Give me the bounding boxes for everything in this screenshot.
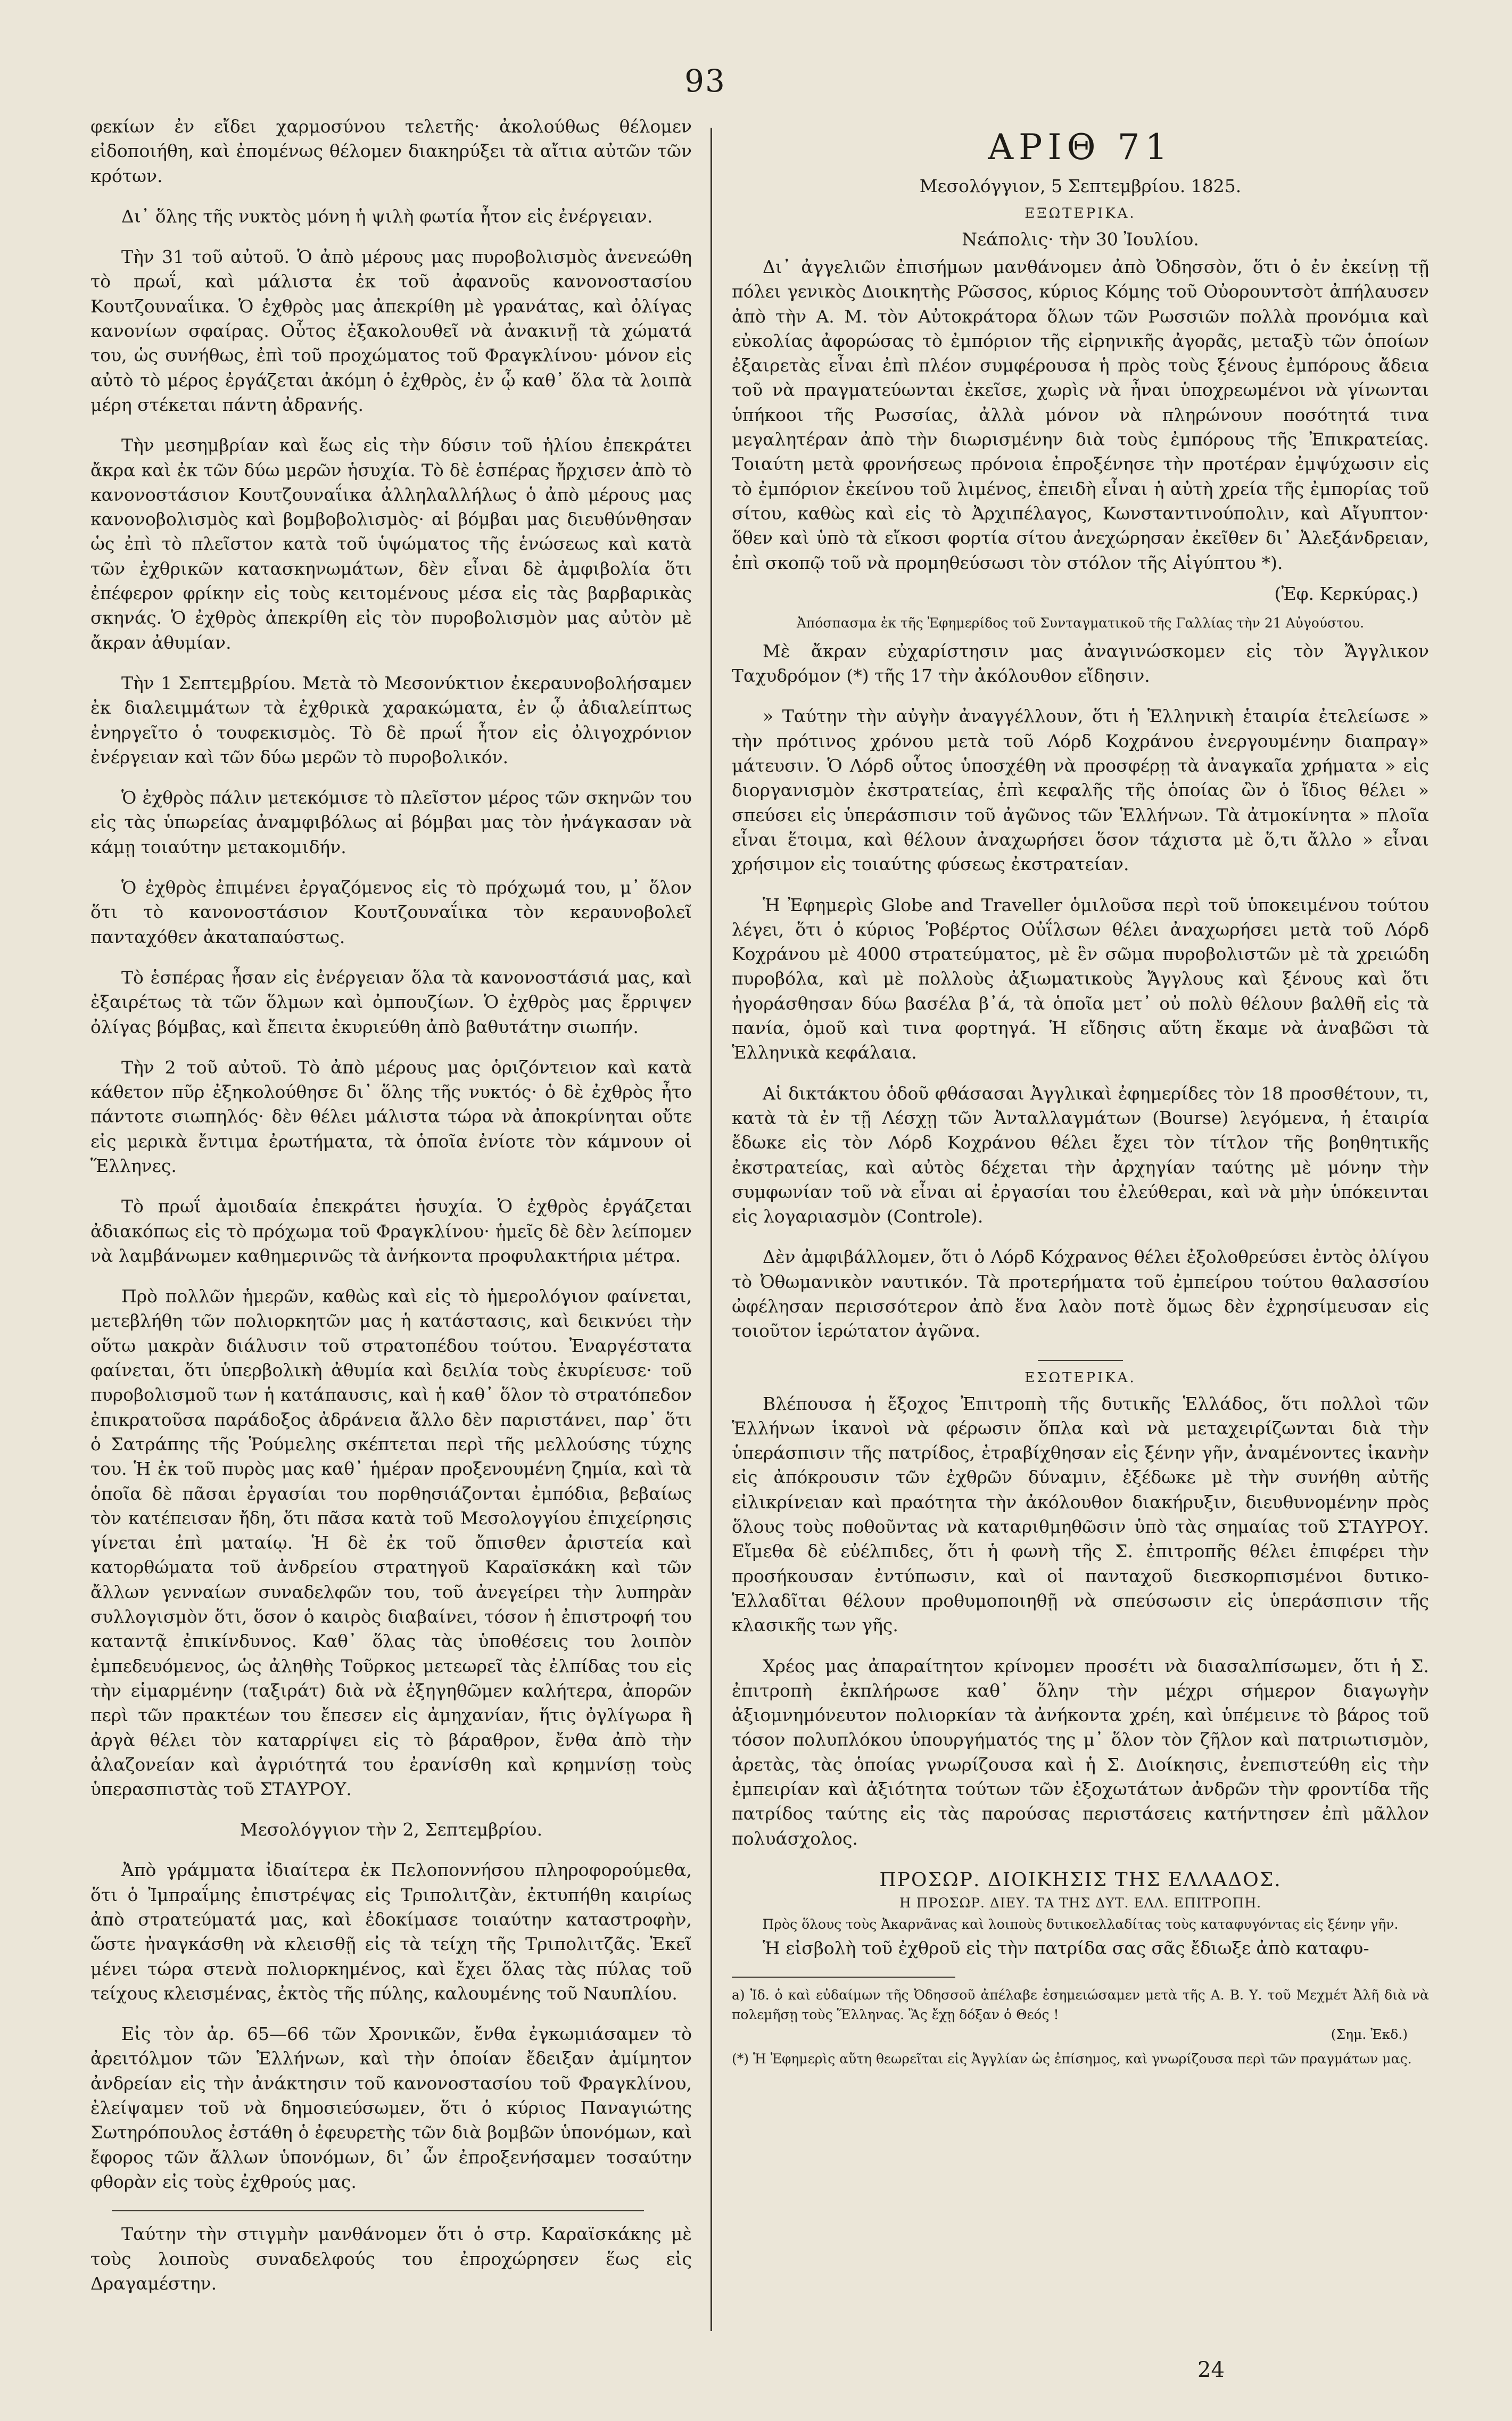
section-heading-external: ΕΞΩΤΕΡΙΚΑ.: [1024, 205, 1136, 221]
right-paragraph-1: Μὲ ἄκραν εὐχαρίστησιν μας ἀναγινώσκομεν εἰς τὸν Ἄγγλικον Ταχυδρόμον (*) τῆς 17 τὴν ἀκόλουθον εἴδησιν.: [732, 640, 1429, 687]
column-divider: [710, 128, 712, 2331]
left-bottom-rule: [112, 2210, 644, 2211]
right-paragraph-3: Ἡ Ἐφημερὶς Globe and Traveller ὁμιλοῦσα περὶ τοῦ ὑποκειμένου τούτου λέγει, ὅτι ὁ κύριος Ῥοβέρτος Οὐΐλσων θέλει ἀναχωρήσει μετὰ τοῦ Λόρδ Κοχράνου μὲ 4000 στρατεύματος, μὲ ἓν σῶμα πυροβολιστῶν μὲ τὰ χρειώδη πυροβόλα, καὶ μὲ πολλοὺς ἀξιωματικοὺς Ἄγγλους καὶ ξένους καὶ ὅτι ἠγοράσθησαν δύω βασέλα β᾽ά, τὰ ὁποῖα μετ᾽ οὐ πολὺ θέλουν βαλθῆ εἰς τὰ πανία, ὁμοῦ καὶ τινα φορτηγά. Ἡ εἴδησις αὕτη ἔκαμε νὰ ἀναβῶσι τὰ Ἑλληνικὰ κεφάλαια.: [732, 894, 1429, 1063]
issue-dateline: Μεσολόγγιον, 5 Σεπτεμβρίου. 1825.: [919, 176, 1242, 196]
left-paragraph-2: Δι᾽ ὅλης τῆς νυκτὸς μόνη ἡ ψιλὴ φωτία ἦτον εἰς ἐνέργειαν.: [121, 205, 653, 227]
admin-heading: ΠΡΟΣΩΡ. ΔΙΟΙΚΗΣΙΣ ΤΗΣ ΕΛΛΑΔΟΣ.: [879, 1869, 1282, 1891]
left-paragraph-9: Τὴν 2 τοῦ αὐτοῦ. Τὸ ἀπὸ μέρους μας ὁριζόντειον καὶ κατὰ κάθετον πῦρ ἐξηκολούθησε δι᾽ ὅλης τῆς νυκτός· ὁ δὲ ἐχθρὸς ἦτο πάντοτε σιωπηλός· δὲν θέλει μάλιστα τώρα νὰ ἀποκρίνηται οὔτε εἰς μερικὰ ἔντιμα ἐρωτήματα, τὰ ὁποῖα ἐνίοτε τὸν κάμνουν οἱ Ἕλληνες.: [90, 1056, 692, 1176]
left-paragraph-3: Τὴν 31 τοῦ αὐτοῦ. Ὁ ἀπὸ μέρους μας πυροβολισμὸς ἀνενεώθη τὸ πρωΐ, καὶ μάλιστα ἐκ τοῦ ἀφανοῦς κανονοστασίου Κουτζουναΐικα. Ὁ ἐχθρὸς μας ἀπεκρίθη μὲ γρανάτας, καὶ ὀλίγας κανονίων σφαίρας. Οὗτος ἐξακολουθεῖ νὰ ἀνακινῇ τὰ χώματά του, ὡς συνήθως, ἐπὶ τοῦ προχώματος τοῦ Φραγκλίνου· μόνον εἰς αὐτὸ τὸ μέρος ἐργάζεται ἀκόμη ὁ ἐχθρὸς, ἐν ᾧ καθ᾽ ὅλα τὰ λοιπὰ μέρη στέκεται πάντη ἀδρανής.: [90, 246, 692, 415]
admin-subheading: Η ΠΡΟΣΩΡ. ΔΙΕΥ. ΤΑ ΤΗΣ ΔΥΤ. ΕΛΛ. ΕΠΙΤΡΟΠΗ.: [899, 1895, 1262, 1911]
left-paragraph-7: Ὁ ἐχθρὸς ἐπιμένει ἐργαζόμενος εἰς τὸ πρόχωμά του, μ᾽ ὅλον ὅτι τὸ κανονοστάσιον Κουτζουναΐικα τὸν κεραυνοβολεῖ πανταχόθεν ἀκαταπαύστως.: [90, 877, 692, 947]
left-paragraph-12: Ἀπὸ γράμματα ἰδιαίτερα ἐκ Πελοποννήσου πληροφορούμεθα, ὅτι ὁ Ἰμπραΐμης ἐπιστρέψας εἰς Τριπολιτζὰν, ἐκτυπήθη καιρίως ἀπὸ στρατεύματά μας, καὶ ἐδοκίμασε τοιαύτην καταστροφὴν, ὥστε ἠναγκάσθη νὰ κλεισθῇ εἰς τὰ τείχη τῆς Τριπολιτζᾶς. Ἐκεῖ μένει τώρα στενὰ πολιορκημένος, καὶ ἔχει ὅλας τὰς πύλας τοῦ τείχους κλεισμένας, ἐκτὸς τῆς πύλης, καλουμένης τοῦ Ναυπλίου.: [90, 1860, 692, 2004]
left-column: [90, 114, 692, 2398]
left-paragraph-5: Τὴν 1 Σεπτεμβρίου. Μετὰ τὸ Μεσονύκτιον ἐκεραυνοβολήσαμεν ἐκ διαλειμμάτων τὰ ἐχθρικὰ χαρακώματα, ἐν ᾧ ἀδιαλείπτως ἐνηργεῖτο ὁ τουφεκισμὸς. Τὸ δὲ πρωΐ ἦτον εἰς ὀλιγοχρόνιον ἐνέργειαν καὶ τῶν δύω μερῶν τὸ πυροβολικόν.: [90, 672, 692, 767]
right-paragraph-4: Αἱ δικτάκτου ὁδοῦ φθάσασαι Ἀγγλικαὶ ἐφημερίδες τὸν 18 προσθέτουν, τι, κατὰ τὰ ἐν τῇ Λέσχῃ τῶν Ἀνταλλαγμάτων (Bourse) λεγόμενα, ἡ ἑταιρία ἔδωκε εἰς τὸν Λόρδ Κοχράνου θέλει ἔχει τὸν τίτλον τῆς βοηθητικῆς ἐκστρατείας, καὶ αὐτὸς δέχεται τὴν ἀρχηγίαν ταύτης μὲ μόνην τὴν συμφωνίαν τοῦ νὰ εἶναι αἱ ἐργασίαι του ἐλεύθεραι, καὶ νὰ μὴν ὑπόκεινται εἰς λογαριασμὸν (Controle).: [732, 1083, 1429, 1227]
left-paragraph-1: φεκίων ἐν εἴδει χαρμοσύνου τελετῆς· ἀκολούθως θέλομεν εἰδοποιήθη, καὶ ἐπομένως θέλομεν διακηρύξει τὰ αἴτια αὐτῶν τῶν κρότων.: [90, 116, 692, 186]
naples-dateline: Νεάπολις· τὴν 30 Ἰουλίου.: [962, 229, 1199, 250]
left-paragraph-4: Τὴν μεσημβρίαν καὶ ἕως εἰς τὴν δύσιν τοῦ ἡλίου ἐπεκράτει ἄκρα καὶ ἐκ τῶν δύω μερῶν ἡσυχία. Τὸ δὲ ἑσπέρας ἤρχισεν ἀπὸ τὸ κανονοστάσιον Κουτζουναΐικα ἀλληλαλλήλως ὁ ἀπὸ μέρους μας κανονοβολισμὸς καὶ βομβοβολισμὸς· αἱ βόμβαι μας διευθύνθησαν ὡς ἐπὶ τὸ πλεῖστον κατὰ τοῦ ὑψώματος τῆς ἑνώσεως καὶ κατὰ τῶν ἐχθρικῶν κατασκηνωμάτων, δὲν εἶναι δὲ ἀμφιβολία ὅτι ἐπέφερον φρίκην εἰς τοὺς κειτομένους μέσα εἰς τὰς βαρβαρικὰς σκηνάς. Ὁ ἐχθρὸς ἀπεκρίθη εἰς τὸν πυροβολισμὸν μας αὐτὸν μὲ ἄκραν ἀθυμίαν.: [90, 435, 692, 653]
page-number: 93: [684, 63, 726, 99]
left-paragraph-8: Τὸ ἑσπέρας ἦσαν εἰς ἐνέργειαν ὅλα τὰ κανονοστάσιά μας, καὶ ἐξαιρέτως τὰ τῶν ὅλμων καὶ ὀμπουζίων. Ὁ ἐχθρὸς μας ἔρριψεν ὀλίγας βόμβας, καὶ ἔπειτα ἐκυριεύθη ἀπὸ βαθυτάτην σιωπήν.: [90, 966, 692, 1037]
proclamation-opening: Ἡ εἰσβολὴ τοῦ ἐχθροῦ εἰς τὴν πατρίδα σας σᾶς ἔδιωξε ἀπὸ καταφυ-: [763, 1937, 1369, 1959]
section-rule: [1038, 1360, 1123, 1361]
signature-mark: 24: [1197, 2358, 1225, 2382]
left-paragraph-13: Εἰς τὸν ἀρ. 65—66 τῶν Χρονικῶν, ἔνθα ἐγκωμιάσαμεν τὸ ἀρειτόλμον τῶν Ἑλλήνων, καὶ τὴν ὁποίαν ἔδειξαν ἀμίμητον ἀνδρείαν εἰς τὴν ἀνάκτησιν τοῦ κανονοστασίου τοῦ Φραγκλίνου, ἐλείψαμεν τοῦ νὰ δημοσιεύσωμεν, ὅτι ὁ κύριος Παναγιώτης Σωτηρόπουλος ἐστάθη ὁ ἐφευρετὴς τῶν διὰ βομβῶν ὑπονόμων, καὶ ἔφορος τῶν ἄλλων ὑπονόμων, δι᾽ ὧν ἐπροξενήσαμεν τοσαύτην φθορὰν εἰς τοὺς ἐχθρούς μας.: [90, 2023, 692, 2192]
issue-title: ΑΡΙΘ 71: [988, 127, 1173, 168]
footnote-a-attribution: (Σημ. Ἐκδ.): [1331, 2027, 1408, 2043]
footnote-rule: [732, 1977, 955, 1978]
left-dateline: Μεσολόγγιον τὴν 2, Σεπτεμβρίου.: [239, 1819, 543, 1840]
left-paragraph-10: Τὸ πρωΐ ἀμοιδαία ἐπεκράτει ἡσυχία. Ὁ ἐχθρὸς ἐργάζεται ἀδιακόπως εἰς τὸ πρόχωμα τοῦ Φραγκλίνου· ἡμεῖς δὲ δὲν λείπομεν νὰ λαμβάνωμεν καθημερινῶς τὰ ἀνήκοντα προφυλακτήρια μέτρα.: [90, 1196, 692, 1266]
right-paragraph-2: » Ταύτην τὴν αὐγὴν ἀναγγέλλουν, ὅτι ἡ Ἑλληνικὴ ἑταιρία ἐτελείωσε » τὴν πρότινος χρόνου μετὰ τοῦ Λόρδ Κοχράνου ἐνεργουμένην διαπραγ» μάτευσιν. Ὁ Λόρδ οὗτος ὑποσχέθη νὰ προσφέρῃ τὰ ἀναγκαῖα χρήματα » εἰς διοργανισμὸν ἐκστρατείας, ἐπὶ κεφαλῆς τῆς ὁποίας ὢν ὁ ἴδιος θέλει » σπεύσει εἰς ὑπεράσπισιν τοῦ ἀγῶνος τῶν Ἑλλήνων. Τὰ ἀτμοκίνητα » πλοῖα εἶναι ἕτοιμα, καὶ θέλουν ἀναχωρήσει ὅσον τάχιστα μὲ ὅ,τι ἄλλο » εἶναι χρήσιμον εἰς τοιαύτης φύσεως ἐκστρατείαν.: [732, 706, 1429, 875]
french-note: Ἀπόσπασμα ἐκ τῆς Ἐφημερίδος τοῦ Συνταγματικοῦ τῆς Γαλλίας τὴν 21 Αὐγούστου.: [796, 615, 1365, 631]
section-heading-internal: ΕΣΩΤΕΡΙΚΑ.: [1024, 1369, 1136, 1386]
proclamation-addressee: Πρὸς ὅλους τοὺς Ἀκαρνᾶνας καὶ λοιποὺς δυτικοελλαδίτας τοὺς καταφυγόντας εἰς ξένην γῆν.: [762, 1916, 1399, 1932]
naples-paragraph: Δι᾽ ἀγγελιῶν ἐπισήμων μανθάνομεν ἀπὸ Ὀδησσὸν, ὅτι ὁ ἐν ἐκείνῃ τῇ πόλει γενικὸς Διοικητὴς Ρῶσσος, κύριος Κόμης τοῦ Οὐορουντσὸτ ἀπήλαυσεν ἀπὸ τὴν Α. Μ. τὸν Αὐτοκράτορα ὅλων τῶν Ρωσσιῶν πολλὰ προνόμια καὶ εὐκολίας ἀφορώσας τὸ ἐμπόριον τῆς εἰρηνικῆς ἀγορᾶς, μεταξὺ τῶν ὁποίων ἐξαιρετὰς εἶναι ἐπὶ πλέον συμφέρουσα ἡ πρὸς τοὺς ξένους ἐμπόρους ἄδεια τοῦ νὰ πραγματεύωνται ἐκεῖσε, χωρὶς νὰ ἦναι ὑποχρεωμένοι νὰ γίνωνται ὑπήκοοι τῆς Ρωσσίας, ἀλλὰ μόνον νὰ πληρώνουν ποσότητά τινα μεγαλητέραν ἀπὸ τὴν διωρισμένην διὰ τοὺς ἐμπόρους τῆς Ἐπικρατείας. Τοιαύτη μετὰ φρονήσεως πρόνοια ἐπροξένησε τὴν προτέραν ἐμψύχωσιν εἰς τὸ ἐμπόριον ἐκείνου τοῦ λιμένος, ἐπειδὴ εἶναι ἡ αὐτὴ χρεία τῆς ἐμπορίας τοῦ σίτου, καθὼς καὶ εἰς τὸ Ἀρχιπέλαγος, Κωνσταντινούπολιν, καὶ Αἴγυπτον· ὅθεν καὶ ὑπὸ τὰ εἴκοσι φορτία σίτου ἀνεχώρησαν ἐκεῖθεν δι᾽ Ἀλεξάνδρειαν, ἐπὶ σκοπῷ τοῦ νὰ προμηθεύσωσι τὸν στόλον τῆς Αἰγύπτου *).: [732, 257, 1429, 573]
right-column: [732, 114, 1429, 2398]
left-paragraph-6: Ὁ ἐχθρὸς πάλιν μετεκόμισε τὸ πλεῖστον μέρος τῶν σκηνῶν του εἰς τὰς ὑπωρείας ἀναμφιβόλως αἱ βόμβαι μας τὸν ἠνάγκασαν νὰ κάμῃ τοιαύτην μετακομιδήν.: [90, 787, 692, 857]
naples-source: (Ἐφ. Κερκύρας.): [1274, 583, 1418, 604]
footnote-star: (*) Ἡ Ἐφημερὶς αὕτη θεωρεῖται εἰς Ἀγγλίαν ὡς ἐπίσημος, καὶ γνωρίζουσα περὶ τῶν πραγμάτων μας.: [732, 2051, 1412, 2067]
footnote-a: a) Ἰδ. ὁ καὶ εὐδαίμων τῆς Ὀδησσοῦ ἀπέλαβε ἐσημειώσαμεν μετὰ τῆς Α. Β. Υ. τοῦ Μεχμέτ Ἀλῆ διὰ νὰ πολεμῆσῃ τοὺς Ἕλληνας. Ἂς ἔχῃ δόξαν ὁ Θεός !: [732, 1987, 1429, 2023]
internal-paragraph-2: Χρέος μας ἀπαραίτητον κρίνομεν προσέτι νὰ διασαλπίσωμεν, ὅτι ἡ Σ. ἐπιτροπὴ ἐκπλήρωσε καθ᾽ ὅλην τὴν μέχρι σήμερον διαγωγὴν ἀξιομνημόνευτον πολιορκίαν τὰ ἀνήκοντα χρέη, καὶ ὑπέμεινε τὸ βάρος τοῦ τόσον πολυπλόκου ὑπουργήματός της μ᾽ ὅλον τὸν ζῆλον καὶ πατριωτισμὸν, ἀρετὰς, τὰς ὁποίας γνωρίζουσα καὶ ἡ Σ. Διοίκησις, ἐνεπιστεύθη εἰς τὴν ἐμπειρίαν καὶ ἀξιότητα τούτων τῶν ἐξοχωτάτων ἀνδρῶν τὴν φροντίδα τῆς πατρίδος ταύτης εἰς τὰς παρούσας περιστάσεις κατήντησεν ἐπὶ μᾶλλον πολυάσχολος.: [732, 1655, 1429, 1849]
left-closing-paragraph: Ταύτην τὴν στιγμὴν μανθάνομεν ὅτι ὁ στρ. Καραϊσκάκης μὲ τοὺς λοιποὺς συναδελφούς του ἐπροχώρησεν ἕως εἰς Δραγαμέστην.: [90, 2224, 692, 2294]
internal-paragraph-1: Βλέπουσα ἡ ἔξοχος Ἐπιτροπὴ τῆς δυτικῆς Ἑλλάδος, ὅτι πολλοὶ τῶν Ἑλλήνων ἱκανοὶ νὰ φέρωσιν ὅπλα καὶ νὰ μεταχειρίζωνται διὰ τὴν ὑπεράσπισιν τῆς πατρίδος, ἐτραβίχθησαν εἰς ξένην γῆν, ἀναμένοντες ἱκανὴν εἰς ἀπόκρουσιν τῶν ἐχθρῶν δύναμιν, ἐξέδωκε μὲ τὴν συνήθη αὐτῆς εἰλικρίνειαν καὶ πραότητα τὴν ἀκόλουθον διακήρυξιν, διευθυνομένην πρὸς ὅλους τοὺς ποθοῦντας νὰ καταριθμηθῶσιν ὑπὸ τὰς σημαίας τοῦ ΣΤΑΥΡΟΥ. Εἴμεθα δὲ εὐέλπιδες, ὅτι ἡ φωνὴ τῆς Σ. ἐπιτροπῆς θέλει ἐπιφέρει τὴν προσήκουσαν ἐντύπωσιν, καὶ οἱ πανταχοῦ διεσκορπισμένοι δυτικο-Ἑλλαδῖται θέλουν προθυμοποιηθῇ νὰ σπεύσωσιν εἰς ὑπεράσπισιν τῆς κλασικῆς των γῆς.: [732, 1393, 1429, 1636]
left-paragraph-11: Πρὸ πολλῶν ἡμερῶν, καθὼς καὶ εἰς τὸ ἡμερολόγιον φαίνεται, μετεβλήθη τῶν πολιορκητῶν μας ἡ κατάστασις, καὶ δεικνύει τὴν οὕτω μακρὰν διάλυσιν τοῦ στρατοπέδου τούτου. Ἐναργέστατα φαίνεται, ὅτι ὑπερβολικὴ ἀθυμία καὶ δειλία τοὺς ἐκυρίευσε· τοῦ πυροβολισμοῦ των ἡ κατάπαυσις, καὶ ἡ καθ᾽ ὅλον τὸ στρατόπεδον ἐπικρατοῦσα παράδοξος ἀδράνεια ἄλλο δὲν παριστάνει, παρ᾽ ὅτι ὁ Σατράπης τῆς Ῥούμελης σκέπτεται περὶ τῆς μελλούσης τύχης του. Ἡ ἐκ τοῦ πυρὸς μας καθ᾽ ἡμέραν προξενουμένη ζημία, καὶ τὰ ὁποῖα δὲ πᾶσαι ἐργασίαι του πορθησιάζονται ἐμπόδια, βεβαίως τὸν κατέπεισαν ἤδη, ὅτι πᾶσα κατὰ τοῦ Μεσολογγίου ἐπιχείρησις γίνεται ἐπὶ ματαίῳ. Ἡ δὲ ἐκ τοῦ ὄπισθεν ἀριστεία καὶ κατορθώματα τοῦ ἀνδρείου στρατηγοῦ Καραϊσκάκη καὶ τῶν ἄλλων γενναίων συναδελφῶν του, τοῦ ἀνεγείρει τὴν λυπηρὰν συλλογισμὸν ὅτι, ὅσον ὁ καιρὸς διαβαίνει, τόσον ἡ ἐπιστροφή του καταντᾷ ἐπικίνδυνος. Καθ᾽ ὅλας τὰς ὑποθέσεις του λοιπὸν ἐμπεδευόμενος, ὡς ἀληθὴς Τοῦρκος μετεωρεῖ τὰς ἐλπίδας του εἰς τὴν εἱμαρμένην (ταξιράτ) διὰ νὰ ἐξηγηθῶμεν καλήτερα, ἀπορῶν περὶ τῶν πρακτέων του ἔπεσεν εἰς ἀμηχανίαν, ἥτις ὀγλίγωρα ἢ ἀργὰ θέλει τὸν καταρρίψει εἰς τὸ βάραθρον, ἔνθα ἀπὸ τὴν ἀλαζονείαν καὶ ἀγριότητά του ἐρανίσθη καὶ κρημνίσῃ τοὺς ὑπερασπιστὰς τοῦ ΣΤΑΥΡΟΥ.: [90, 1286, 692, 1800]
right-paragraph-5: Δὲν ἀμφιβάλλομεν, ὅτι ὁ Λόρδ Κόχρανος θέλει ἐξολοθρεύσει ἐντὸς ὀλίγου τὸ Ὀθωμανικὸν ναυτικόν. Τὰ προτερήματα τοῦ ἐμπείρου τούτου θαλασσίου ὠφέλησαν περισσότερον ἀπὸ ἕνα λαὸν ποτὲ ὅμως δὲν ἐχρησίμευσαν εἰς τοιοῦτον ἱερώτατον ἀγῶνα.: [732, 1246, 1429, 1342]
